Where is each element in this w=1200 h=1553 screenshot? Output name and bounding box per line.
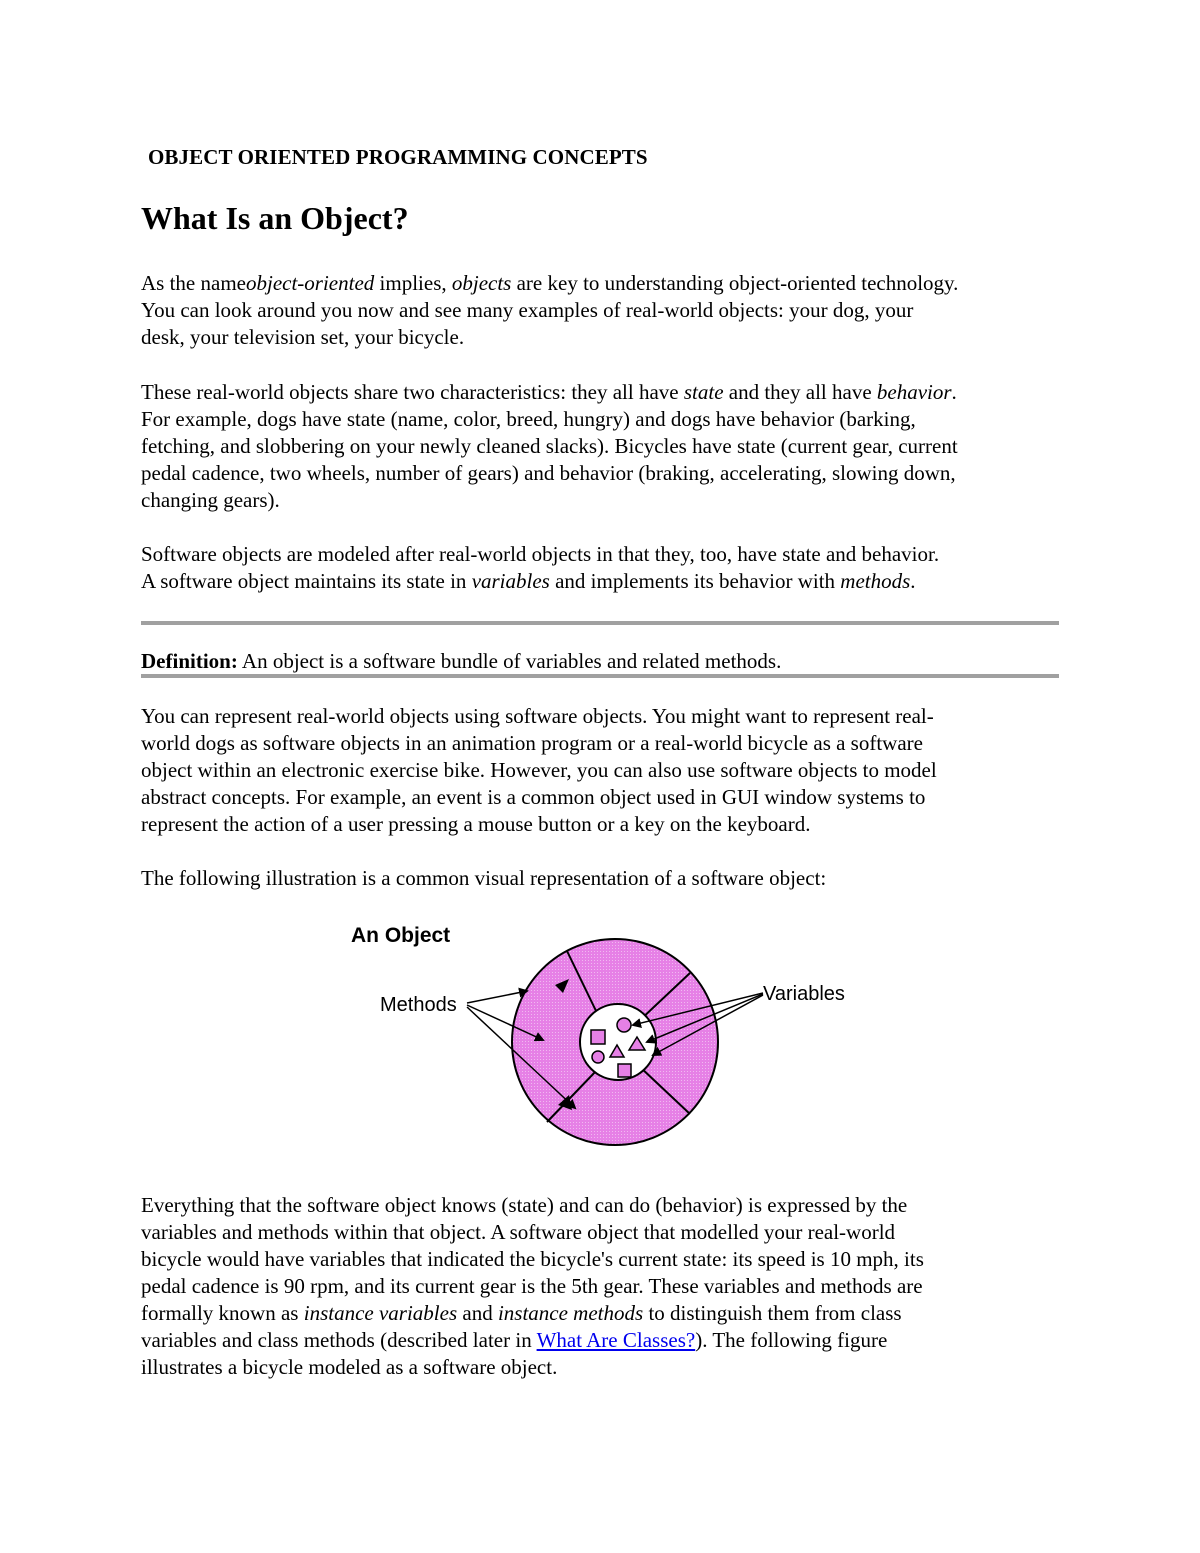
everything-paragraph — [141, 1192, 1059, 1381]
methods-label: Methods — [380, 994, 457, 1016]
characteristics-line: pedal cadence, two wheels, number of gears) and behavior (braking, accelerating, slowing down, — [141, 461, 956, 485]
intro-line — [141, 270, 1059, 297]
variable-circle — [592, 1051, 604, 1063]
italic-term: instance variables — [303, 1301, 458, 1325]
variable-square — [618, 1064, 631, 1077]
object-illustration — [345, 915, 865, 1165]
text-run: and — [457, 1301, 498, 1325]
characteristics-paragraph — [141, 379, 1059, 514]
software-line — [141, 568, 1059, 595]
represent-paragraph — [141, 703, 1059, 838]
everything-line: Everything that the software object knows (state) and can do (behavior) is expressed by the — [141, 1193, 908, 1217]
represent-line: represent the action of a user pressing a mouse button or a key on the keyboard. — [141, 812, 811, 836]
italic-term: instance methods — [497, 1301, 644, 1325]
software-objects-paragraph — [141, 541, 1059, 595]
text-run: to distinguish them from class — [643, 1301, 902, 1325]
text-run: A software object maintains its state in — [141, 569, 472, 593]
figure-title: An Object — [351, 924, 451, 947]
characteristics-line: changing gears). — [141, 488, 280, 512]
text-run: These real-world objects share two characteristics: they all have — [141, 380, 684, 404]
intro-paragraph — [141, 270, 1059, 351]
text-run: ). The following figure — [695, 1328, 888, 1352]
everything-line — [141, 1300, 1059, 1327]
italic-term: methods — [840, 569, 911, 593]
illustration-intro — [141, 865, 1059, 892]
text-run: . — [910, 569, 916, 593]
definition-box — [141, 648, 1059, 675]
illustration-intro-line: The following illustration is a common visual representation of a software object: — [141, 866, 827, 890]
variable-circle — [617, 1018, 631, 1032]
intro-line: You can look around you now and see many examples of real-world objects: your dog, your — [141, 298, 914, 322]
italic-term: behavior — [876, 380, 952, 404]
section-heading: What Is an Object? — [141, 200, 409, 236]
text-run: and they all have — [723, 380, 877, 404]
italic-term: object-oriented — [245, 271, 375, 295]
software-line: Software objects are modeled after real-world objects in that they, too, have state and behavior. — [141, 542, 940, 566]
everything-line: variables and methods within that object. A software object that modelled your real-world — [141, 1220, 896, 1244]
horizontal-rule — [141, 674, 1059, 678]
italic-term: state — [683, 380, 724, 404]
document-title: OBJECT ORIENTED PROGRAMMING CONCEPTS — [148, 145, 648, 169]
horizontal-rule — [141, 621, 1059, 625]
text-run: . — [951, 380, 957, 404]
characteristics-line: For example, dogs have state (name, color, breed, hungry) and dogs have behavior (barking, — [141, 407, 916, 431]
methods-pointer — [467, 991, 527, 1003]
text-run: As the name — [141, 271, 246, 295]
everything-line: illustrates a bicycle modeled as a software object. — [141, 1355, 558, 1379]
represent-line: abstract concepts. For example, an event is a common object used in GUI window systems to — [141, 785, 926, 809]
variable-square — [591, 1030, 605, 1044]
characteristics-line: fetching, and slobbering on your newly cleaned slacks). Bicycles have state (current gear, current — [141, 434, 958, 458]
represent-line: object within an electronic exercise bike. However, you can also use software objects to model — [141, 758, 937, 782]
definition-text: An object is a software bundle of variables and related methods. — [237, 649, 782, 673]
definition-line — [141, 648, 1059, 675]
definition-label: Definition: — [141, 649, 238, 673]
what-are-classes-link[interactable]: What Are Classes? — [536, 1328, 696, 1352]
everything-line: bicycle would have variables that indicated the bicycle's current state: its speed is 10 mph, its — [141, 1247, 924, 1271]
text-run: are key to understanding object-oriented technology. — [511, 271, 959, 295]
italic-term: variables — [471, 569, 550, 593]
text-run: and implements its behavior with — [549, 569, 841, 593]
object-diagram-svg — [345, 915, 865, 1165]
text-run: formally known as — [141, 1301, 304, 1325]
italic-term: objects — [451, 271, 512, 295]
everything-line: pedal cadence is 90 rpm, and its current gear is the 5th gear. These variables and methods are — [141, 1274, 923, 1298]
text-run: implies, — [374, 271, 452, 295]
everything-line — [141, 1327, 1059, 1354]
represent-line: You can represent real-world objects using software objects. You might want to represent real- — [141, 704, 934, 728]
text-run: variables and class methods (described later in — [141, 1328, 537, 1352]
intro-line: desk, your television set, your bicycle. — [141, 325, 465, 349]
characteristics-line — [141, 379, 1059, 406]
represent-line: world dogs as software objects in an animation program or a real-world bicycle as a software — [141, 731, 923, 755]
variables-label: Variables — [763, 983, 845, 1005]
